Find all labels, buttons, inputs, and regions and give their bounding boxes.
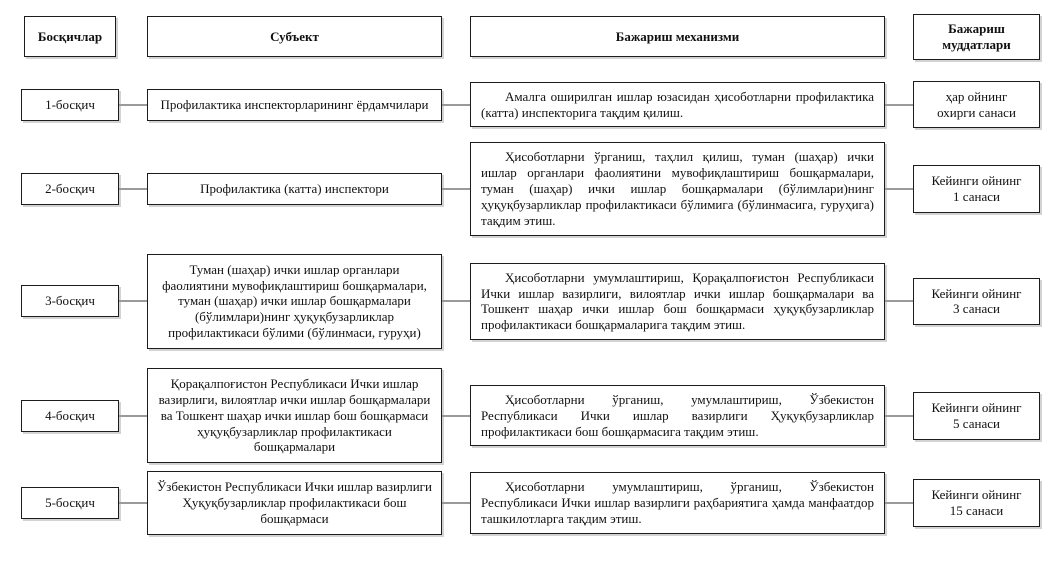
deadline-box (913, 479, 1040, 527)
stage-label: 3-босқич (45, 293, 95, 309)
mechanism-text: Ҳисоботларни ўрганиш, таҳлил қилиш, туман (шаҳар) ички ишлар органлари фаолиятини мувофиқлаштириш бошқармалари, туман (шаҳар) ички ишлар бошқармалари (бўлимлари)нинг ҳуқуқбузарликлар профилактикаси бўлимига (бўлинмасига, гуруҳига) тақдим этиш. (481, 149, 874, 228)
header-cell-stages (21, 16, 119, 57)
subject-box (147, 173, 442, 205)
deadline-box (913, 278, 1040, 326)
deadline-cell (913, 81, 1040, 129)
deadline-cell (913, 479, 1040, 527)
deadline-box (913, 81, 1040, 129)
process-row (21, 368, 1061, 463)
subject-text: Қорақалпоғистон Республикаси Ички ишлар вазирлиги, вилоятлар ички ишлар бошқармалари ва Тошкент шаҳар ички ишлар бош бошқармаси ҳуқуқбузарликлар профилактикаси бошқармалари (158, 376, 431, 455)
mechanism-text: Амалга оширилган ишлар юзасидан ҳисоботларни профилактика (катта) инспекторига тақдим қилиш. (481, 88, 874, 120)
header-box-mechanism (470, 16, 885, 57)
subject-cell (147, 173, 442, 205)
stage-label: 4-босқич (45, 407, 95, 423)
header-cell-mechanism (470, 16, 885, 57)
header-box-subject (147, 16, 442, 57)
stage-box (21, 89, 119, 121)
process-row (21, 254, 1061, 349)
connector-line (119, 502, 147, 504)
subject-box (147, 368, 442, 463)
header-label-mechanism: Бажариш механизми (615, 28, 740, 44)
connector-line (119, 300, 147, 302)
stage-label: 5-босқич (45, 495, 95, 511)
subject-text: Туман (шаҳар) ички ишлар органлари фаолиятини мувофиқлаштириш бошқармалари, туман (шаҳар) ички ишлар бошқармалари (бўлимлари)нинг ҳуқуқбузарликлар профилактикаси бўлими (бўлинмаси, гуруҳи) (162, 261, 427, 341)
deadline-cell (913, 165, 1040, 213)
mechanism-box (470, 142, 885, 235)
subject-cell (147, 254, 442, 349)
deadline-text: Кейинги ойнинг 5 санаси (931, 399, 1022, 431)
deadline-text: Кейинги ойнинг 3 санаси (931, 285, 1022, 317)
connector-line (442, 300, 470, 302)
process-row (21, 142, 1061, 235)
connector-line (442, 415, 470, 417)
header-label-deadlines: Бажариш муддатлари (942, 21, 1011, 52)
mechanism-cell (470, 142, 885, 235)
mechanism-box (470, 385, 885, 447)
header-box-stages (24, 16, 116, 57)
deadline-cell (913, 278, 1040, 326)
mechanism-box (470, 263, 885, 340)
stage-box (21, 173, 119, 205)
mechanism-box (470, 82, 885, 128)
header-cell-deadlines (913, 14, 1040, 60)
connector-line (442, 104, 470, 106)
stage-cell (21, 89, 119, 121)
subject-cell (147, 471, 442, 535)
connector-line (119, 188, 147, 190)
process-row (21, 81, 1061, 129)
connector-line (885, 415, 913, 417)
stage-label: 2-босқич (45, 181, 95, 197)
header-label-stages: Босқичлар (37, 28, 103, 44)
stage-label: 1-босқич (45, 96, 95, 112)
header-row (21, 14, 1061, 60)
mechanism-cell (470, 472, 885, 534)
deadline-cell (913, 392, 1040, 440)
connector-line (885, 188, 913, 190)
process-row (21, 471, 1061, 535)
mechanism-text: Ҳисоботларни умумлаштириш, Қорақалпоғистон Республикаси Ички ишлар вазирлиги, вилоятлар ички ишлар бошқармалари ва Тошкент шаҳар ички ишлар бош бошқармаси ҳуқуқбузарликлар профилактикаси бошқармаларига тақдим этиш. (481, 269, 874, 333)
subject-cell (147, 89, 442, 121)
stage-box (21, 285, 119, 317)
stage-box (21, 487, 119, 519)
diagram-rows (21, 81, 1061, 535)
deadline-box (913, 165, 1040, 213)
subject-box (147, 471, 442, 535)
mechanism-cell (470, 385, 885, 447)
deadline-text: ҳар ойнинг охирги санаси (937, 88, 1016, 120)
stage-box (21, 400, 119, 432)
mechanism-cell (470, 263, 885, 340)
mechanism-box (470, 472, 885, 534)
mechanism-text: Ҳисоботларни умумлаштириш, ўрганиш, Ўзбекистон Республикаси Ички ишлар вазирлиги раҳбариятига ҳамда манфаатдор ташкилотларга тақдим этиш. (481, 479, 874, 527)
subject-box (147, 254, 442, 349)
mechanism-text: Ҳисоботларни ўрганиш, умумлаштириш, Ўзбекистон Республикаси Ички ишлар вазирлиги Ҳуқуқбузарликлар профилактикаси бош бошқармасига тақдим этиш. (481, 391, 874, 439)
subject-text: Ўзбекистон Республикаси Ички ишлар вазирлиги Ҳуқуқбузарликлар профилактикаси бош бошқармаси (157, 479, 432, 527)
connector-line (442, 188, 470, 190)
stage-cell (21, 487, 119, 519)
connector-line (119, 104, 147, 106)
subject-text: Профилактика (катта) инспектори (200, 181, 389, 197)
stage-cell (21, 173, 119, 205)
header-box-deadlines (913, 14, 1040, 60)
subject-box (147, 89, 442, 121)
stage-cell (21, 285, 119, 317)
header-label-subject: Субъект (270, 28, 319, 44)
stage-cell (21, 400, 119, 432)
connector-line (119, 415, 147, 417)
deadline-text: Кейинги ойнинг 15 санаси (931, 487, 1022, 519)
connector-line (885, 502, 913, 504)
subject-text: Профилактика инспекторларининг ёрдамчилари (160, 96, 429, 112)
connector-line (885, 104, 913, 106)
mechanism-cell (470, 82, 885, 128)
connector-line (885, 300, 913, 302)
subject-cell (147, 368, 442, 463)
deadline-text: Кейинги ойнинг 1 санаси (931, 173, 1022, 205)
deadline-box (913, 392, 1040, 440)
connector-line (442, 502, 470, 504)
header-cell-subject (147, 16, 442, 57)
